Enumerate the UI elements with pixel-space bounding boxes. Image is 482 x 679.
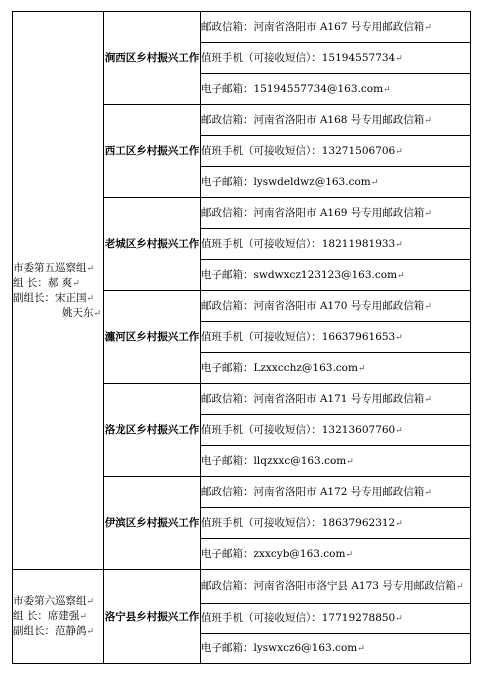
email: 电子邮箱：lyswdeldwz@163.com↵ bbox=[201, 167, 471, 198]
paragraph-mark-icon: ↵ bbox=[93, 308, 101, 319]
group-cell bbox=[13, 12, 104, 570]
paragraph-mark-icon: ↵ bbox=[424, 208, 432, 219]
paragraph-mark-icon: ↵ bbox=[346, 456, 354, 467]
email: 电子邮箱：lyswxcz6@163.com↵ bbox=[201, 634, 471, 664]
paragraph-mark-icon: ↵ bbox=[86, 293, 95, 304]
paragraph-mark-icon: ↵ bbox=[424, 22, 432, 33]
email: 电子邮箱：Lzxxcchz@163.com↵ bbox=[201, 353, 471, 384]
area-name: 老城区乡村振兴工作 bbox=[104, 198, 201, 291]
document-page bbox=[12, 11, 470, 666]
duty-phone: 值班手机（可接收短信）：13271506706↵ bbox=[201, 136, 471, 167]
paragraph-mark-icon: ↵ bbox=[383, 84, 391, 95]
area-name: 西工区乡村振兴工作 bbox=[104, 105, 201, 198]
email: 电子邮箱：zxxcyb@163.com↵ bbox=[201, 539, 471, 570]
area-name: 瀍河区乡村振兴工作 bbox=[104, 291, 201, 384]
paragraph-mark-icon: ↵ bbox=[357, 363, 366, 374]
group-leader: 组 长：席建强↵ bbox=[13, 610, 87, 622]
table-row bbox=[13, 12, 471, 43]
area-name: 洛宁县乡村振兴工作 bbox=[104, 570, 201, 664]
area-name: 洛龙区乡村振兴工作 bbox=[104, 384, 201, 477]
duty-phone: 值班手机（可接收短信）：18637962312↵ bbox=[201, 508, 471, 539]
duty-phone: 值班手机（可接收短信）：18211981933↵ bbox=[201, 229, 471, 260]
postal-box: 邮政信箱：河南省洛阳市 A172 号专用邮政信箱↵ bbox=[201, 477, 471, 508]
email: 电子邮箱：15194557734@163.com↵ bbox=[201, 74, 471, 105]
area-name: 伊滨区乡村振兴工作 bbox=[104, 477, 201, 570]
group-deputy: 副组长：范静鸽↵ bbox=[13, 625, 95, 637]
duty-phone: 值班手机（可接收短信）：17719278850↵ bbox=[201, 604, 471, 634]
group-title: 市委第五巡察组↵ bbox=[13, 261, 95, 274]
group-leader: 组 长：郝 爽↵ bbox=[13, 276, 80, 289]
paragraph-mark-icon: ↵ bbox=[345, 549, 353, 560]
area-name: 涧西区乡村振兴工作 bbox=[104, 12, 201, 105]
paragraph-mark-icon: ↵ bbox=[424, 115, 432, 126]
email: 电子邮箱：swdwxcz123123@163.com↵ bbox=[201, 260, 471, 291]
paragraph-mark-icon: ↵ bbox=[397, 270, 405, 281]
paragraph-mark-icon: ↵ bbox=[357, 644, 365, 654]
paragraph-mark-icon: ↵ bbox=[86, 263, 95, 274]
paragraph-mark-icon: ↵ bbox=[86, 627, 95, 637]
duty-phone: 值班手机（可接收短信）：13213607760↵ bbox=[201, 415, 471, 446]
postal-box: 邮政信箱：河南省洛阳市 A170 号专用邮政信箱↵ bbox=[201, 291, 471, 322]
paragraph-mark-icon: ↵ bbox=[395, 53, 403, 64]
paragraph-mark-icon: ↵ bbox=[395, 332, 403, 343]
duty-phone: 值班手机（可接收短信）：15194557734↵ bbox=[201, 43, 471, 74]
paragraph-mark-icon: ↵ bbox=[395, 425, 403, 436]
group-deputy-2: 姚天东↵ bbox=[61, 306, 101, 319]
paragraph-mark-icon: ↵ bbox=[79, 612, 87, 622]
paragraph-mark-icon: ↵ bbox=[424, 487, 432, 498]
group-deputy: 副组长：宋正国↵ bbox=[13, 291, 95, 304]
paragraph-mark-icon: ↵ bbox=[455, 582, 464, 592]
email: 电子邮箱：llqzxxc@163.com↵ bbox=[201, 446, 471, 477]
paragraph-mark-icon: ↵ bbox=[424, 301, 432, 312]
postal-box: 邮政信箱：河南省洛阳市 A168 号专用邮政信箱↵ bbox=[201, 105, 471, 136]
postal-box: 邮政信箱：河南省洛阳市 A167 号专用邮政信箱↵ bbox=[201, 12, 471, 43]
paragraph-mark-icon: ↵ bbox=[86, 597, 95, 607]
paragraph-mark-icon: ↵ bbox=[395, 239, 403, 250]
group-cell bbox=[13, 570, 104, 664]
paragraph-mark-icon: ↵ bbox=[370, 177, 379, 188]
paragraph-mark-icon: ↵ bbox=[395, 614, 403, 624]
postal-box: 邮政信箱：河南省洛阳市 A171 号专用邮政信箱↵ bbox=[201, 384, 471, 415]
group-title: 市委第六巡察组↵ bbox=[13, 595, 95, 607]
paragraph-mark-icon: ↵ bbox=[395, 518, 403, 529]
duty-phone: 值班手机（可接收短信）：16637961653↵ bbox=[201, 322, 471, 353]
paragraph-mark-icon: ↵ bbox=[395, 146, 403, 157]
postal-box: 邮政信箱：河南省洛阳市洛宁县 A173 号专用邮政信箱↵ bbox=[201, 570, 471, 604]
table-row bbox=[13, 570, 471, 604]
paragraph-mark-icon: ↵ bbox=[424, 394, 432, 405]
inspection-contact-table bbox=[12, 11, 471, 664]
paragraph-mark-icon: ↵ bbox=[72, 278, 80, 289]
postal-box: 邮政信箱：河南省洛阳市 A169 号专用邮政信箱↵ bbox=[201, 198, 471, 229]
